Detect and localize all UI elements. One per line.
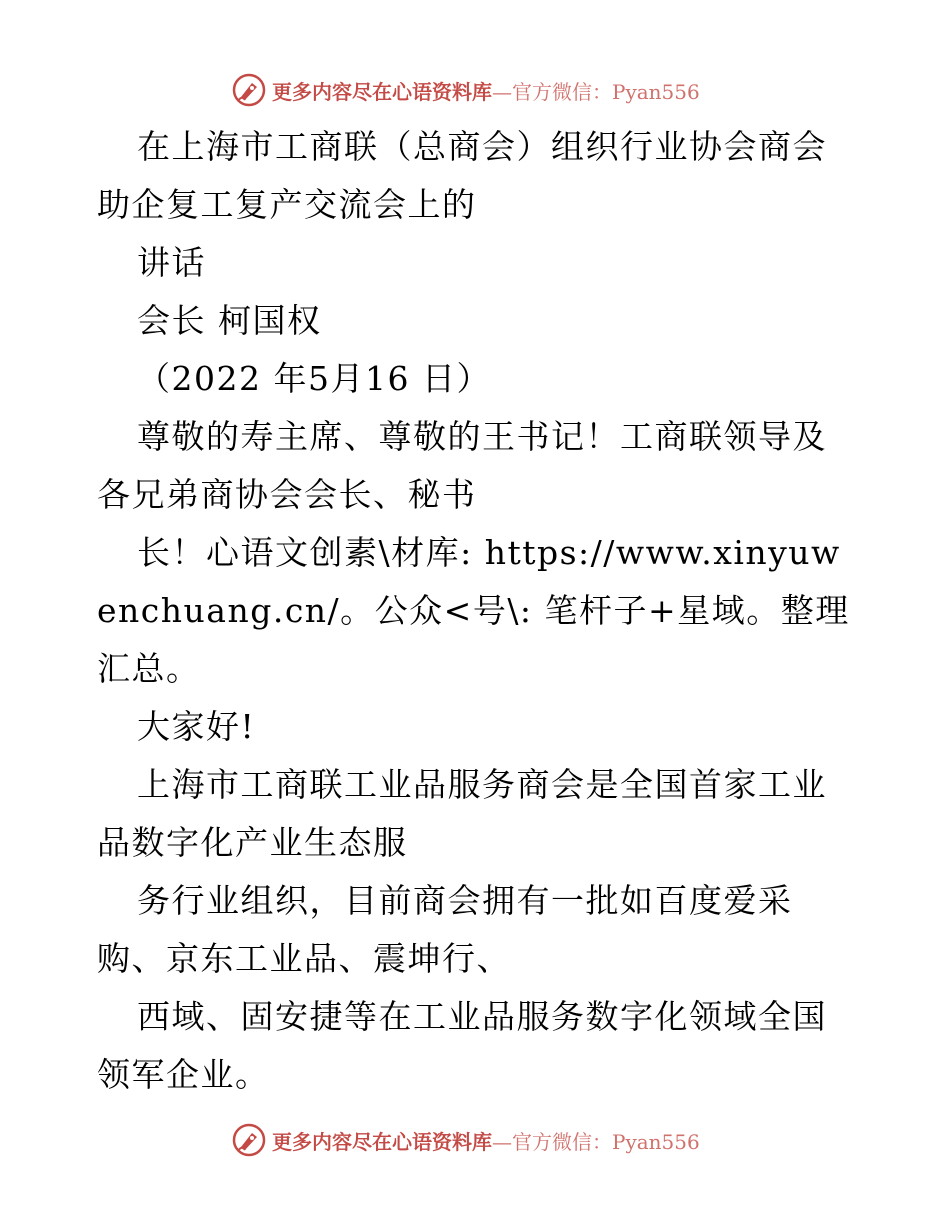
paragraph: 西域、固安捷等在工业品服务数字化领域全国领军企业。 (97, 997, 827, 1094)
watermark-brand: 更多内容尽在心语资料库 (272, 79, 492, 104)
paragraph: 上海市工商联工业品服务商会是全国首家工业品数字化产业生态服 (97, 765, 827, 862)
paragraph: 讲话 (137, 243, 206, 282)
paragraph: （2022 年5月16 日） (137, 359, 491, 398)
pen-nib-logo-icon (232, 73, 266, 107)
document-body (97, 118, 857, 1104)
watermark-suffix: —官方微信：Pyan556 (492, 79, 700, 104)
paragraph: 会长 柯国权 (137, 301, 322, 340)
watermark-brand: 更多内容尽在心语资料库 (272, 1129, 492, 1154)
watermark-text (272, 1126, 700, 1155)
header-watermark (232, 72, 700, 108)
pen-nib-logo-icon (232, 1123, 266, 1157)
paragraph: 尊敬的寿主席、尊敬的王书记！工商联领导及各兄弟商协会会长、秘书 (97, 417, 827, 514)
paragraph: 在上海市工商联（总商会）组织行业协会商会助企复工复产交流会上的 (97, 127, 827, 224)
watermark-suffix: —官方微信：Pyan556 (492, 1129, 700, 1154)
paragraph: 长！心语文创素\材库: https://www.xinyuwenchuang.cn/。公众<号\: 笔杆子+星域。整理汇总。 (97, 533, 850, 688)
paragraph: 大家好! (137, 707, 256, 746)
paragraph: 务行业组织，目前商会拥有一批如百度爱采购、京东工业品、震坤行、 (97, 881, 793, 978)
watermark-text (272, 76, 700, 105)
footer-watermark (232, 1122, 700, 1158)
